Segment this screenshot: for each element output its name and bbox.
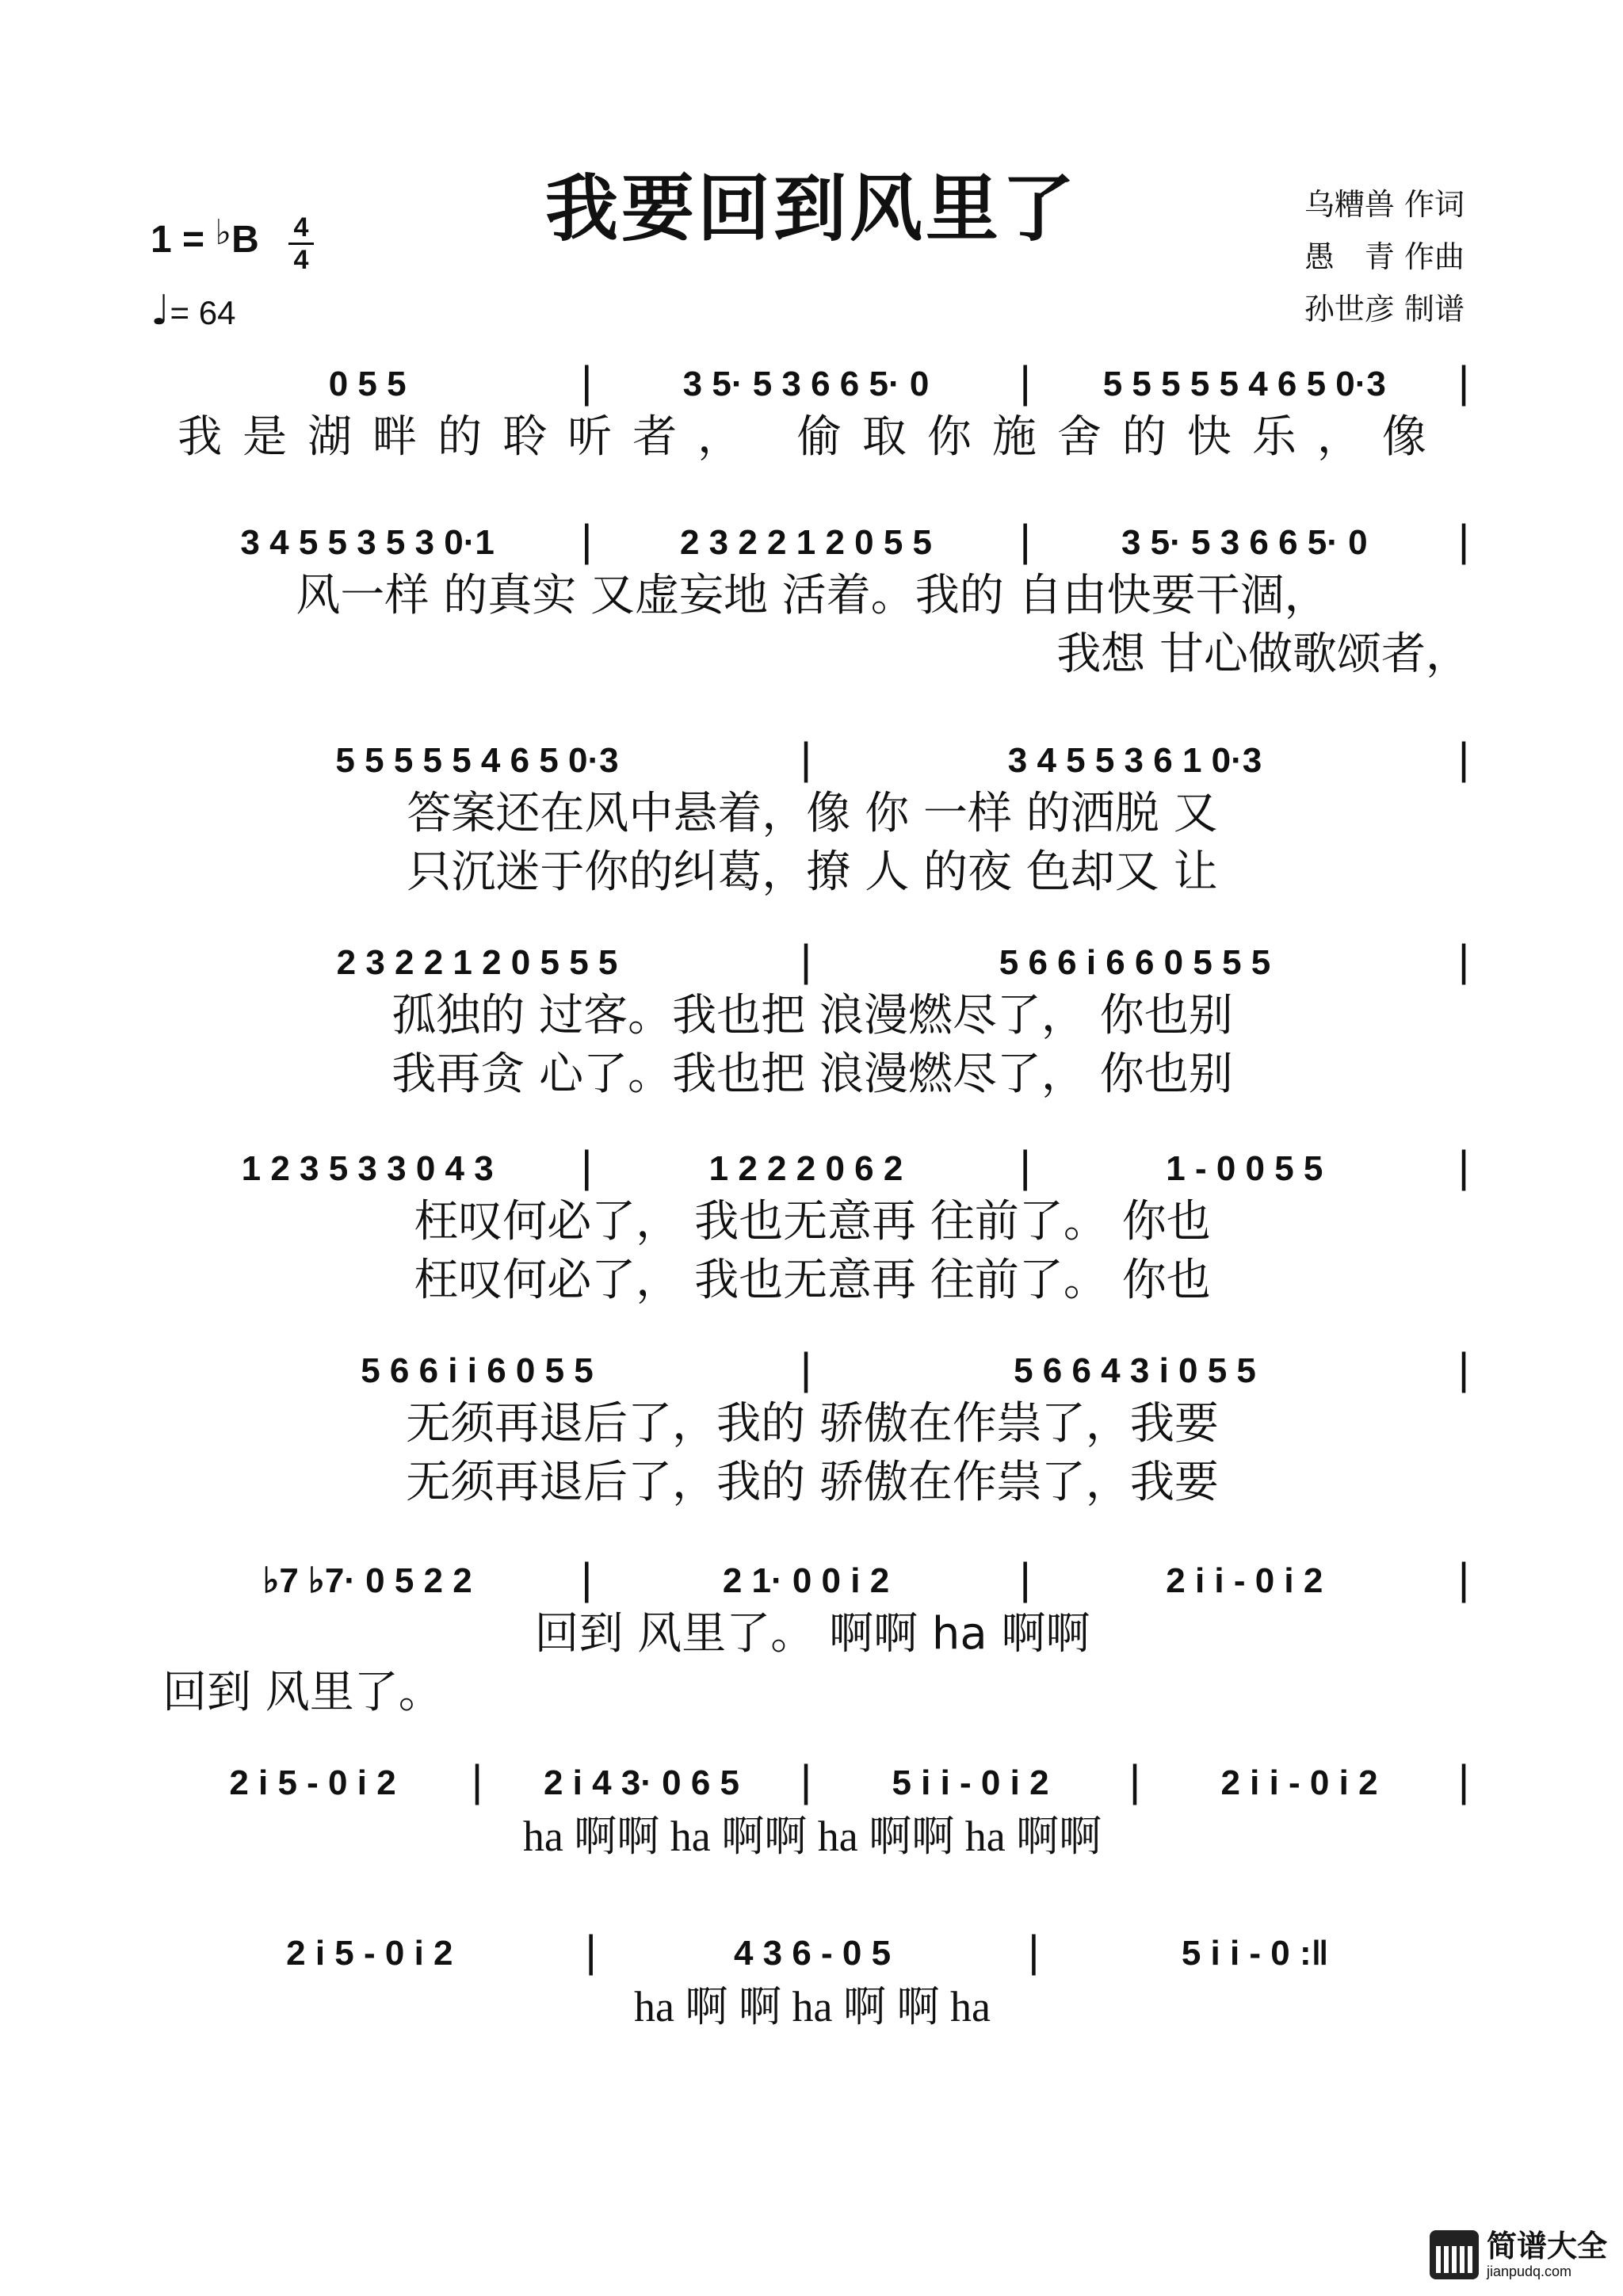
- measure-notes: 4 3 6 - 0 5: [733, 1934, 892, 1973]
- barline: |: [1457, 515, 1470, 565]
- lyric-line: 只沉迷于你的纠葛，撩 人 的夜 色却又 让: [407, 846, 1218, 898]
- lyricist-credit: 乌糟兽 作词: [1304, 187, 1465, 222]
- notation-row: [155, 1343, 1470, 1391]
- barline: |: [581, 1553, 593, 1603]
- measure-notes: 5 5 5 5 5 4 6 5 0·3: [1102, 365, 1386, 403]
- barline: |: [800, 1755, 812, 1805]
- measure-notes: 5 6 6 4 3 i 0 5 5: [1014, 1351, 1256, 1390]
- notation-row: [155, 1141, 1470, 1189]
- lyric-line: 枉叹何必了， 我也无意再 往前了。 你也: [414, 1196, 1211, 1247]
- lyric-line: 枉叹何必了， 我也无意再 往前了。 你也: [414, 1255, 1211, 1306]
- barline: |: [1019, 1553, 1031, 1603]
- system-1: [155, 357, 1470, 463]
- barline: |: [1457, 1755, 1470, 1805]
- tempo-marking: [151, 287, 235, 334]
- transcriber-credit: 孙世彦 制谱: [1304, 292, 1465, 327]
- lyric-row: [155, 839, 1470, 898]
- measure-notes: 5 5 5 5 5 4 6 5 0·3: [335, 741, 619, 780]
- song-title: 我要回到风里了: [544, 166, 1078, 251]
- measure-notes: 3 5· 5 3 6 6 5· 0: [1121, 523, 1368, 562]
- notation-row: [155, 1926, 1470, 1976]
- measure-notes: 1 - 0 0 5 5: [1166, 1149, 1323, 1188]
- measure-notes: 5 i i - 0 i 2: [892, 1763, 1049, 1802]
- measure-notes: 5 i i - 0 :‖: [1181, 1934, 1329, 1973]
- lyric-line: ha 啊 啊 ha 啊 啊 ha: [634, 1982, 991, 2030]
- barline: |: [1128, 1755, 1141, 1805]
- lyric-row: [155, 404, 1470, 463]
- time-signature: [285, 214, 317, 273]
- lyric-row: [155, 1247, 1470, 1306]
- key-signature: [151, 213, 259, 262]
- barline: |: [800, 733, 812, 783]
- lyric-line: 答案还在风中悬着，像 你 一样 的洒脱 又: [407, 788, 1218, 839]
- barline: |: [581, 515, 593, 565]
- barline: |: [581, 1141, 593, 1191]
- system-2: [155, 515, 1470, 680]
- measure-notes: 2 i 4 3· 0 6 5: [543, 1763, 740, 1802]
- lyric-row: [155, 1041, 1470, 1100]
- lyric-row: [155, 1391, 1470, 1450]
- measure-notes: 2 i i - 0 i 2: [1166, 1561, 1323, 1600]
- measure-notes: 2 3 2 2 1 2 0 5 5 5: [336, 943, 618, 982]
- lyric-line: 无须再退后了，我的 骄傲在作祟了，我要: [406, 1457, 1219, 1508]
- lyric-line: 我想 甘心做歌颂者，: [1056, 628, 1470, 680]
- measure-notes: 2 1· 0 0 i 2: [722, 1561, 890, 1600]
- system-5: [155, 1141, 1470, 1306]
- measure-notes: 2 i i - 0 i 2: [1220, 1763, 1378, 1802]
- notation-row: [155, 733, 1470, 781]
- barline: |: [1019, 357, 1031, 407]
- lyric-row: [155, 1973, 1470, 2032]
- tempo-value: = 64: [170, 294, 236, 331]
- measure-notes: 5 6 6 i i 6 0 5 5: [361, 1351, 594, 1390]
- measure-notes: 0 5 5: [328, 365, 407, 403]
- system-4: [155, 935, 1470, 1100]
- system-9: [155, 1926, 1470, 2032]
- lyric-line: 风一样 的真实 又虚妄地 活着。我的 自由快要干涸，: [296, 570, 1329, 621]
- lyric-row: [155, 1450, 1470, 1508]
- lyric-line: 我是湖畔的聆听者， 偷取你施舍的快乐，像: [178, 411, 1447, 463]
- logo-url: jianpudq.com: [1486, 2264, 1572, 2279]
- barline: |: [1457, 935, 1470, 985]
- notation-row: [155, 515, 1470, 563]
- barline: |: [1019, 515, 1031, 565]
- lyric-row: [155, 983, 1470, 1041]
- lyric-line: 我再贪 心了。我也把 浪漫燃尽了， 你也别: [391, 1049, 1233, 1100]
- measure-notes: 2 i 5 - 0 i 2: [286, 1934, 453, 1973]
- lyric-row: [155, 621, 1470, 680]
- barline: |: [1028, 1926, 1040, 1976]
- barline: |: [1457, 733, 1470, 783]
- barline: |: [585, 1926, 597, 1976]
- system-6: [155, 1343, 1470, 1508]
- quarter-note-icon: ♩: [151, 287, 170, 334]
- lyric-row: [155, 1803, 1470, 1862]
- measure-notes: ♭7 ♭7· 0 5 2 2: [262, 1561, 472, 1600]
- measure-notes: 1 2 3 5 3 3 0 4 3: [241, 1149, 494, 1188]
- barline: |: [471, 1755, 483, 1805]
- barline: |: [1019, 1141, 1031, 1191]
- notation-row: [155, 1553, 1470, 1601]
- system-8: [155, 1755, 1470, 1862]
- system-7: [155, 1553, 1470, 1718]
- measure-notes: 5 6 6 i 6 6 0 5 5 5: [999, 943, 1271, 982]
- barline: |: [1457, 1343, 1470, 1393]
- lyric-line: ha 啊啊 ha 啊啊 ha 啊啊 ha 啊啊: [522, 1812, 1102, 1860]
- measure-notes: 1 2 2 2 0 6 2: [708, 1149, 903, 1188]
- measure-notes: 2 3 2 2 1 2 0 5 5: [679, 523, 933, 562]
- logo-name: 简谱大全: [1486, 2229, 1607, 2264]
- composer-credit: 愚 青 作曲: [1304, 239, 1465, 274]
- lyric-line: 孤独的 过客。我也把 浪漫燃尽了， 你也别: [391, 990, 1233, 1041]
- time-bottom: 4: [293, 245, 309, 275]
- flat-icon: ♭: [215, 213, 232, 252]
- site-logo: [1430, 2229, 1607, 2280]
- time-top: 4: [293, 212, 309, 243]
- notation-row: [155, 935, 1470, 983]
- lyric-row: [155, 1189, 1470, 1247]
- measure-notes: 3 4 5 5 3 5 3 0·1: [240, 523, 495, 562]
- lyric-row: [155, 1660, 1470, 1718]
- credits: [1304, 178, 1465, 335]
- lyric-row: [155, 781, 1470, 839]
- barline: |: [581, 357, 593, 407]
- lyric-line: 回到 风里了。: [162, 1667, 443, 1718]
- measure-notes: 2 i 5 - 0 i 2: [229, 1763, 396, 1802]
- lyric-line: 回到 风里了。 啊啊 ha 啊啊: [534, 1608, 1090, 1660]
- lyric-row: [155, 563, 1470, 621]
- barline: |: [800, 1343, 812, 1393]
- lyric-line: 无须再退后了，我的 骄傲在作祟了，我要: [406, 1398, 1219, 1450]
- key-prefix: 1 =: [151, 219, 216, 261]
- notation-row: [155, 357, 1470, 407]
- key-note: B: [231, 219, 259, 261]
- system-3: [155, 733, 1470, 898]
- barline: |: [1457, 357, 1470, 407]
- piano-icon: [1430, 2230, 1479, 2279]
- barline: |: [800, 935, 812, 985]
- lyric-row: [155, 1601, 1470, 1660]
- measure-notes: 3 4 5 5 3 6 1 0·3: [1007, 741, 1262, 780]
- notation-row: [155, 1755, 1470, 1803]
- barline: |: [1457, 1553, 1470, 1603]
- measure-notes: 3 5· 5 3 6 6 5· 0: [682, 365, 930, 403]
- barline: |: [1457, 1141, 1470, 1191]
